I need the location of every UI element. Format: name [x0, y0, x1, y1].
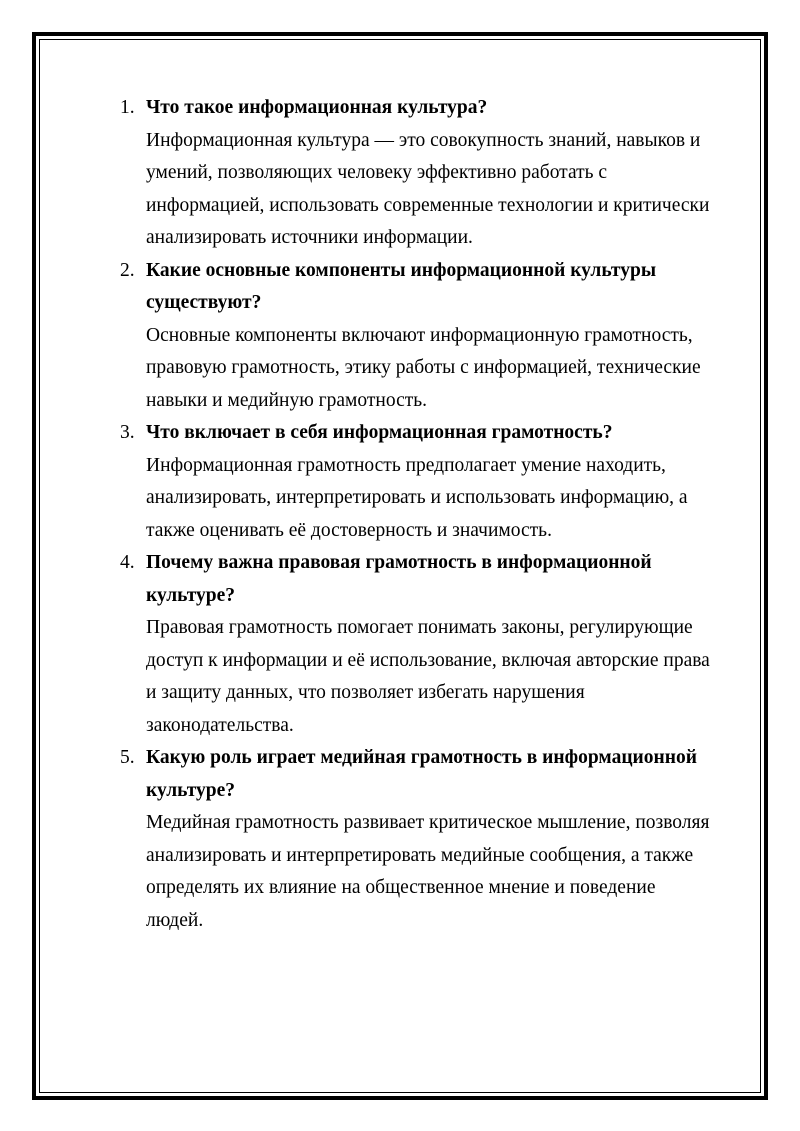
question-text: Почему важна правовая грамотность в информационной культуре?	[146, 552, 652, 606]
answer-text: Основные компоненты включают информационную грамотность, правовую грамотность, этику работы с информацией, технические навыки и медийную грамотность.	[146, 324, 701, 411]
answer-text: Информационная грамотность предполагает умение находить, анализировать, интерпретировать и использовать информацию, а также оценивать её достоверность и значимость.	[146, 454, 688, 541]
item-number: 3.	[120, 422, 135, 443]
item-number: 5.	[120, 747, 135, 768]
item-body	[146, 547, 710, 742]
qa-list	[120, 92, 710, 937]
item-number: 4.	[120, 552, 135, 573]
item-number: 2.	[120, 259, 135, 281]
question-text: Какую роль играет медийная грамотность в информационной культуре?	[146, 747, 697, 801]
list-item	[120, 547, 710, 742]
list-item	[120, 92, 710, 255]
item-body	[146, 742, 710, 937]
list-item	[120, 417, 710, 547]
item-body	[146, 92, 710, 255]
list-item	[120, 742, 710, 937]
answer-text: Правовая грамотность помогает понимать законы, регулирующие доступ к информации и её использование, включая авторские права и защиту данных, что позволяет избегать нарушения законодательства.	[146, 617, 710, 736]
question-text: Что включает в себя информационная грамотность?	[146, 422, 613, 443]
answer-text: Информационная культура — это совокупность знаний, навыков и умений, позволяющих человеку эффективно работать с информацией, использовать современные технологии и критически анализировать источники информации.	[146, 129, 710, 248]
item-number: 1.	[120, 97, 135, 118]
item-body	[146, 417, 710, 547]
answer-text: Медийная грамотность развивает критическое мышление, позволяя анализировать и интерпретировать медийные сообщения, а также определять их влияние на общественное мнение и поведение людей.	[146, 812, 710, 931]
item-body	[146, 255, 710, 418]
question-text: Что такое информационная культура?	[146, 97, 488, 118]
list-item	[120, 255, 710, 418]
question-text: Какие основные компоненты информационной культуры существуют?	[146, 259, 657, 313]
